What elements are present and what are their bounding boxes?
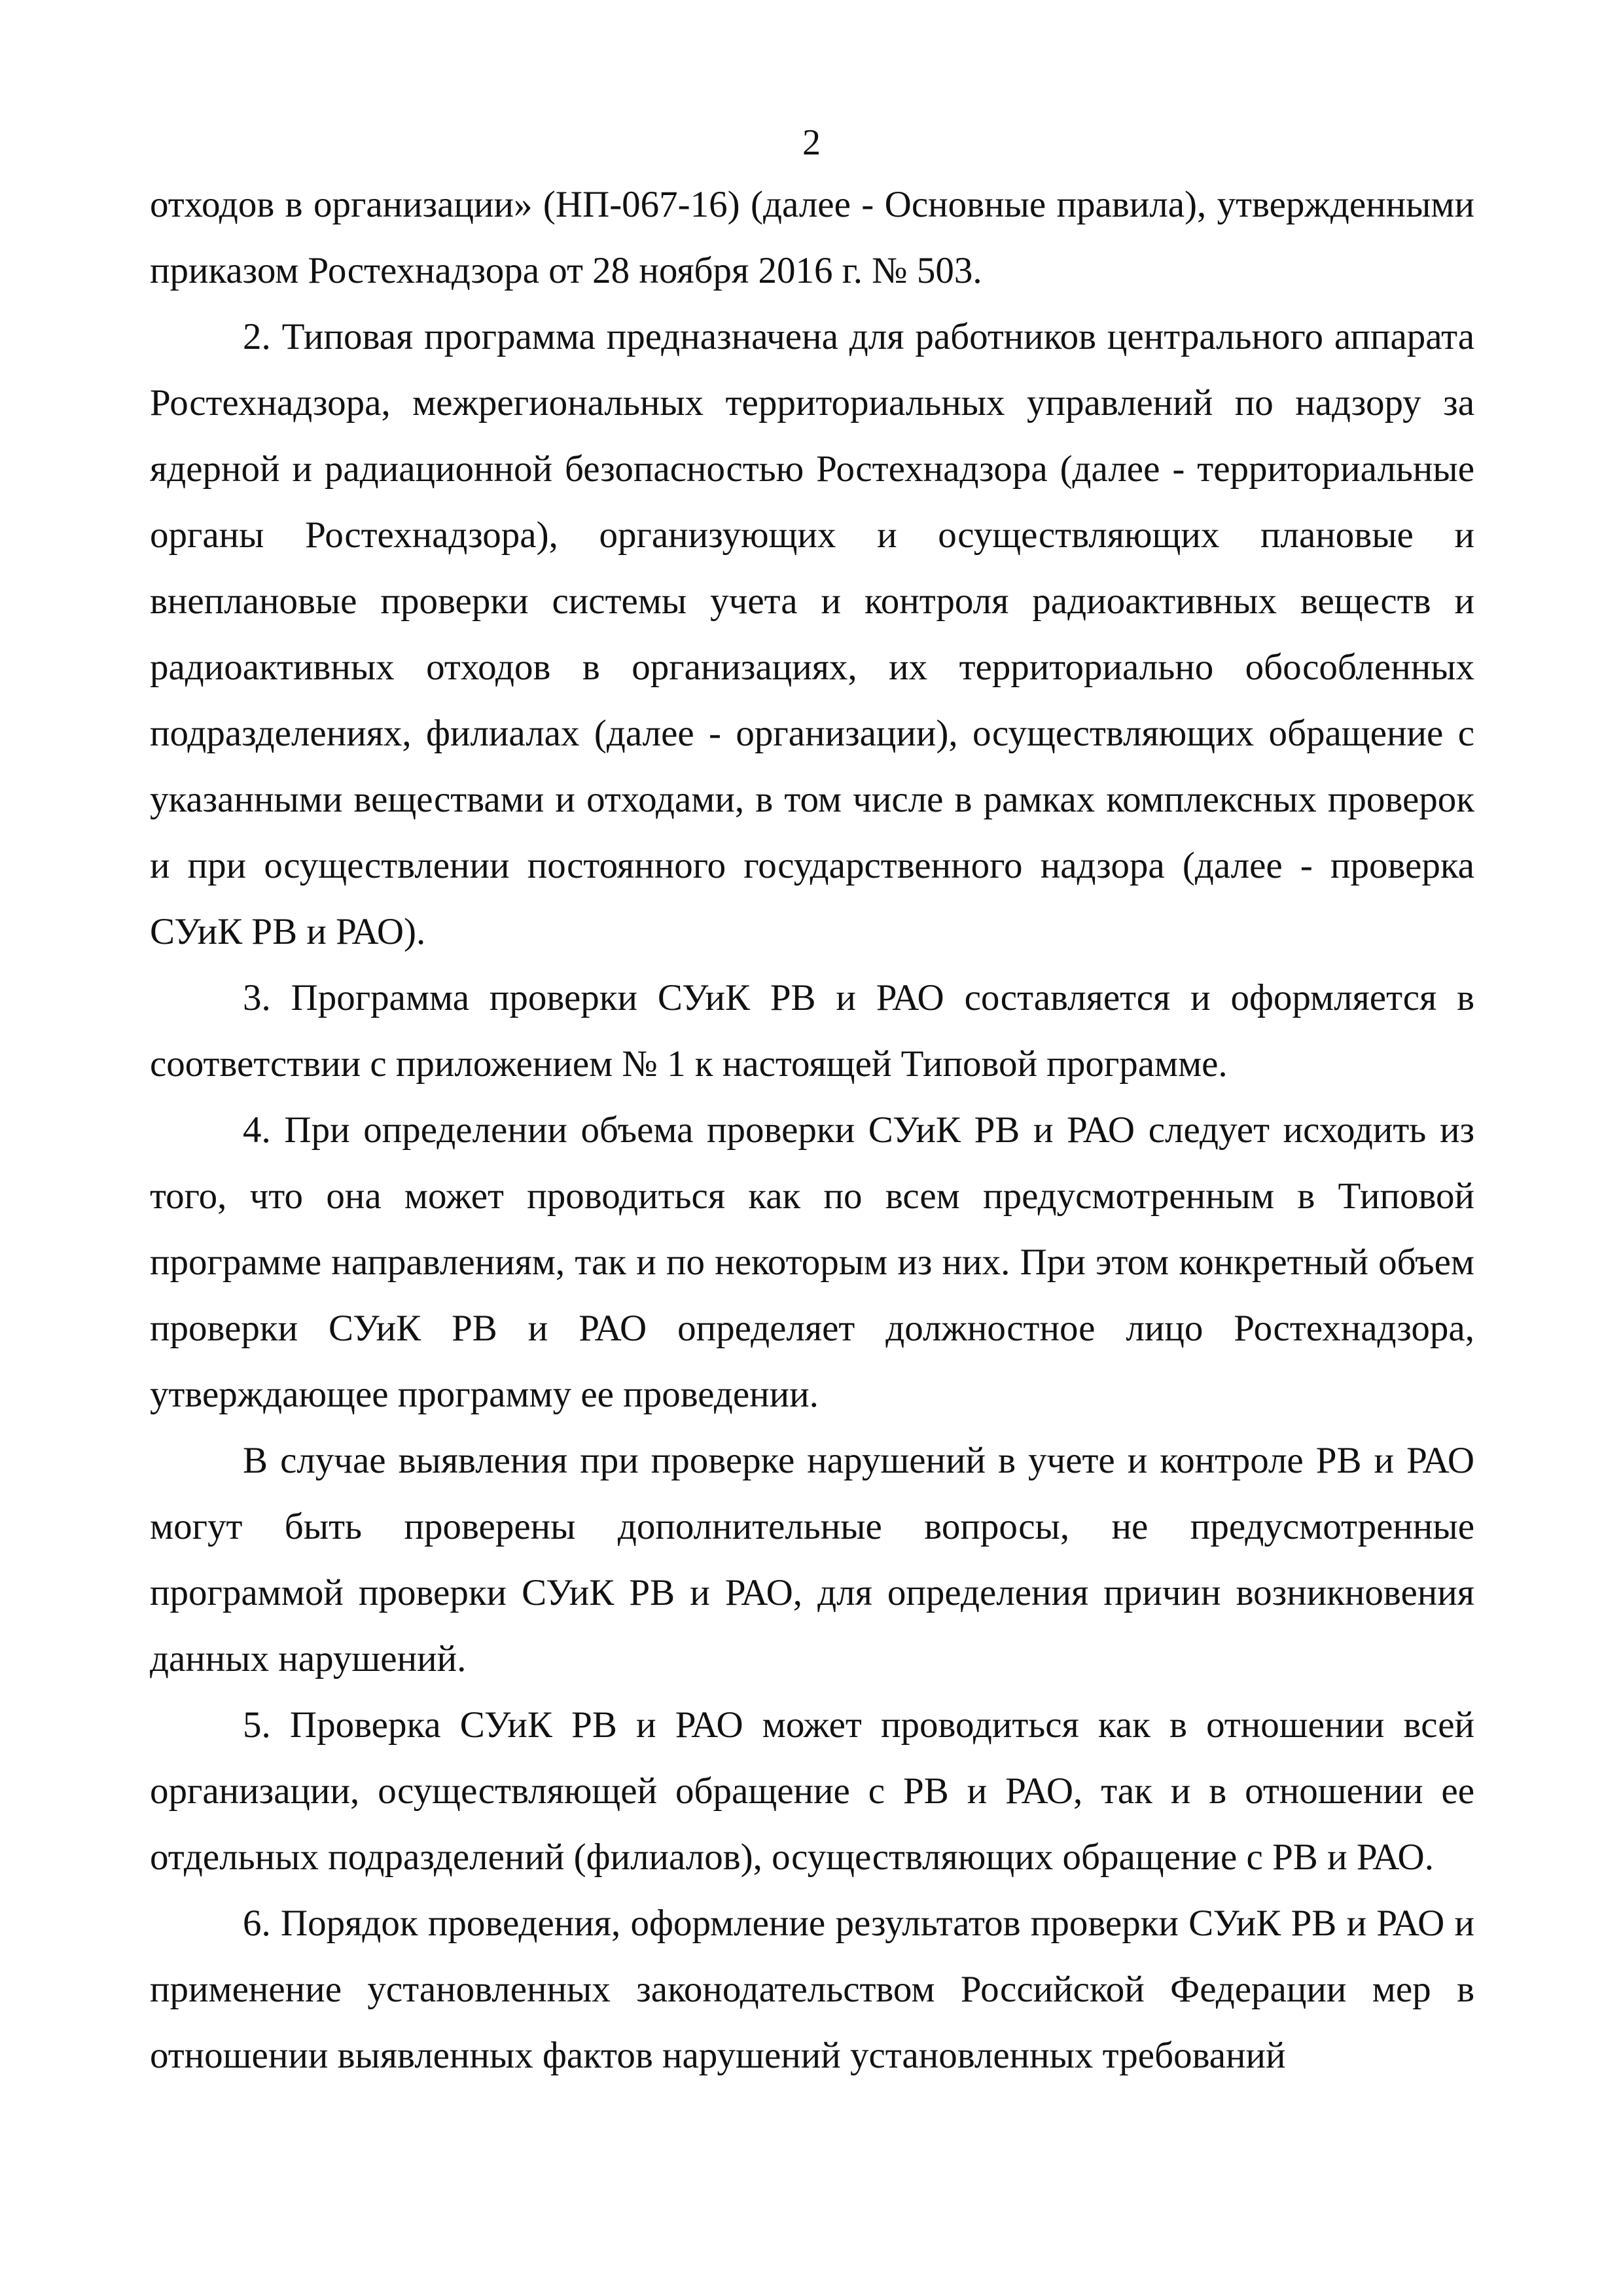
paragraph-item-2: 2. Типовая программа предназначена для работников центрального аппарата Ростехнадзора, межрегиональных территориальных управлений по надзору за ядерной и радиационной безопасностью Ростехнадзора (далее - территориальные органы Ростехнадзора), организующих и осуществляющих плановые и внеплановые проверки системы учета и контроля радиоактивных веществ и радиоактивных отходов в организациях, их территориально обособленных подразделениях, филиалах (далее - организации), осуществляющих обращение с указанными веществами и отходами, в том числе в рамках комплексных проверок и при осуществлении постоянного государственного надзора (далее - проверка СУиК РВ и РАО). [150,316,1474,952]
paragraph-item-3: 3. Программа проверки СУиК РВ и РАО составляется и оформляется в соответствии с приложением № 1 к настоящей Типовой программе. [150,977,1474,1085]
paragraph-item-5: 5. Проверка СУиК РВ и РАО может проводиться как в отношении всей организации, осуществляющей обращение с РВ и РАО, так и в отношении ее отдельных подразделений (филиалов), осуществляющих обращение с РВ и РАО. [150,1704,1474,1878]
page-number: 2 [802,122,821,163]
paragraph-item-4: 4. При определении объема проверки СУиК РВ и РАО следует исходить из того, что она может проводиться как по всем предусмотренным в Типовой программе направлениям, так и по некоторым из них. При этом конкретный объем проверки СУиК РВ и РАО определяет должностное лицо Ростехнадзора, утверждающее программу ее проведении. [150,1109,1474,1415]
paragraph-item-6: 6. Порядок проведения, оформление результатов проверки СУиК РВ и РАО и применение установленных законодательством Российской Федерации мер в отношении выявленных фактов нарушений установленных требований [150,1903,1474,2076]
paragraph-continuation: отходов в организации» (НП-067-16) (далее - Основные правила), утвержденными приказом Ростехнадзора от 28 ноября 2016 г. № 503. [150,184,1474,291]
paragraph-violations: В случае выявления при проверке нарушений в учете и контроле РВ и РАО могут быть проверены дополнительные вопросы, не предусмотренные программой проверки СУиК РВ и РАО, для определения причин возникновения данных нарушений. [150,1440,1474,1679]
document-body [150,171,1474,2089]
